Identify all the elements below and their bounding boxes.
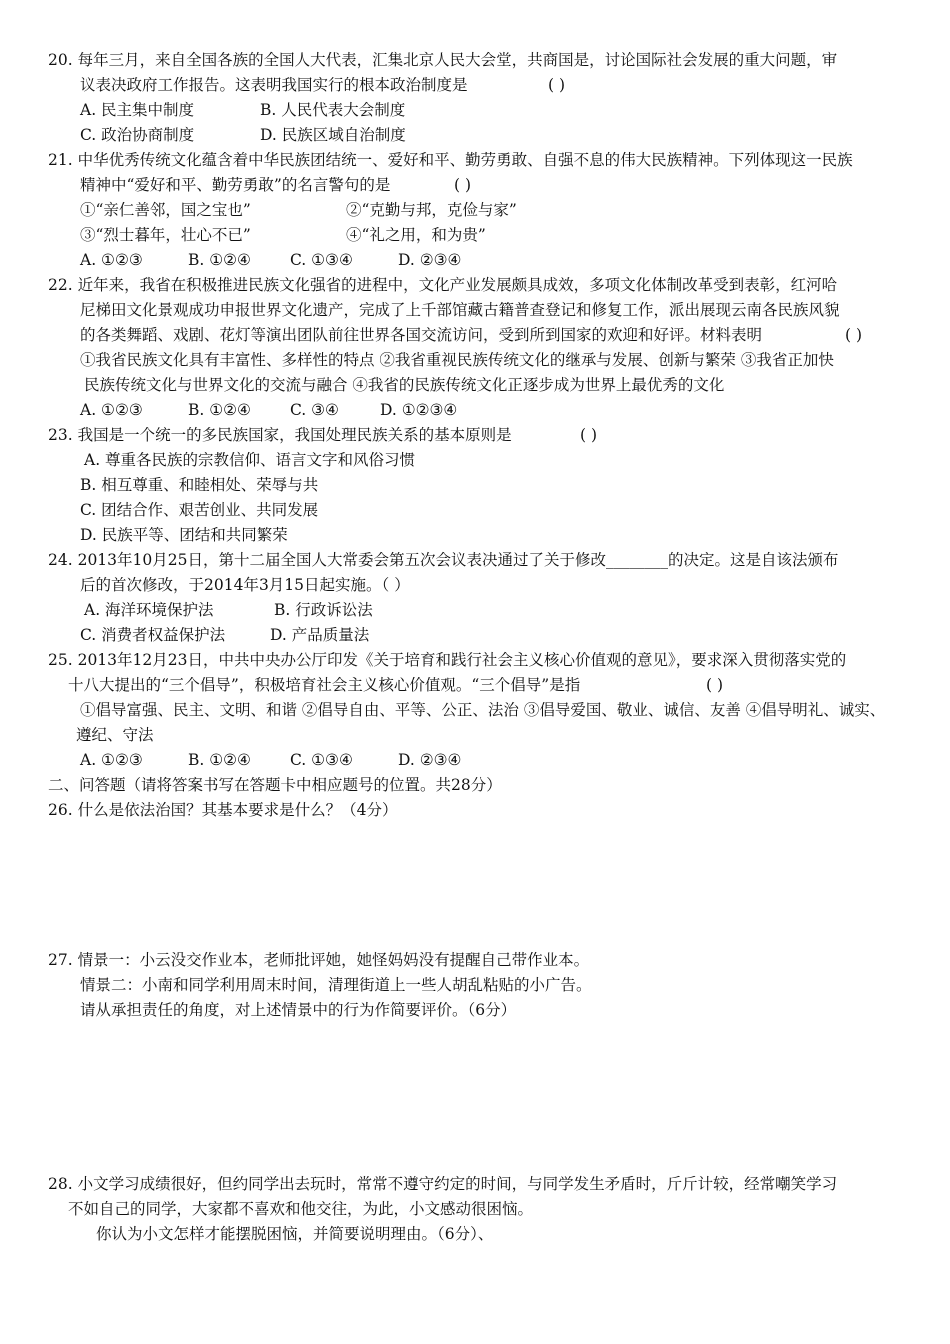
q28-line3: 你认为小文怎样才能摆脱困恼，并简要说明理由。（6分）、 <box>96 1225 494 1243</box>
q20-option-c: C. 政治协商制度 <box>80 126 195 144</box>
q20-option-d: D. 民族区域自治制度 <box>260 126 406 144</box>
q22-stem: 的各类舞蹈、戏剧、花灯等演出团队前往世界各国交流访问，受到所到国家的欢迎和好评。材料表明 <box>80 326 763 344</box>
q25-option-d: D. ②③④ <box>398 751 462 769</box>
q25-stem: 十八大提出的“三个倡导”，积极培育社会主义核心价值观。“三个倡导”是指 <box>68 676 581 694</box>
q20-stem: 议表决政府工作报告。这表明我国实行的根本政治制度是 <box>80 76 468 94</box>
q22-line4: ①我省民族文化具有丰富性、多样性的特点 ②我省重视民族传统文化的继承与发展、创新与繁荣 ③我省正加快 <box>80 351 834 369</box>
section-heading: 二、问答题（请将答案书写在答题卡中相应题号的位置。共28分） <box>48 776 502 794</box>
q22-line3 <box>80 323 863 347</box>
q21-line1: 21. 中华优秀传统文化蕴含着中华民族团结统一、爱好和平、勤劳勇敢、自强不息的伟大民族精神。下列体现这一民族 <box>48 151 853 169</box>
q21-option-a: A. ①②③ <box>80 251 143 269</box>
q22-option-d: D. ①②③④ <box>380 401 458 419</box>
q21-stem: 精神中“爱好和平、勤劳勇敢”的名言警句的是 <box>80 176 391 194</box>
q25-answer-paren: ( ) <box>706 676 724 694</box>
q25-option-c: C. ①③④ <box>290 751 353 769</box>
q25-line2 <box>68 673 724 697</box>
q21-option-c: C. ①③④ <box>290 251 353 269</box>
q21-item-3: ③“烈士暮年，壮心不已” <box>80 226 251 244</box>
q20-option-b: B. 人民代表大会制度 <box>260 101 406 119</box>
q22-option-b: B. ①②④ <box>188 401 251 419</box>
q23-stem: 23. 我国是一个统一的多民族国家，我国处理民族关系的基本原则是 <box>48 426 512 444</box>
q26-line1: 26. 什么是依法治国？其基本要求是什么？（4分） <box>48 801 398 819</box>
q23-option-c: C. 团结合作、艰苦创业、共同发展 <box>80 501 319 519</box>
q23-answer-paren: ( ) <box>580 426 598 444</box>
q22-line2: 尼梯田文化景观成功申报世界文化遗产，完成了上千部馆藏古籍普查登记和修复工作，派出展现云南各民族风貌 <box>80 301 840 319</box>
q24-option-a: A. 海洋环境保护法 <box>84 601 214 619</box>
q23-option-b: B. 相互尊重、和睦相处、荣辱与共 <box>80 476 319 494</box>
q25-option-b: B. ①②④ <box>188 751 251 769</box>
q27-line1: 27. 情景一：小云没交作业本，老师批评她，她怪妈妈没有提醒自己带作业本。 <box>48 951 590 969</box>
q22-line5: 民族传统文化与世界文化的交流与融合 ④我省的民族传统文化正逐步成为世界上最优秀的文化 <box>84 376 725 394</box>
q28-line1: 28. 小文学习成绩很好，但约同学出去玩时，常常不遵守约定的时间，与同学发生矛盾时，斤斤计较，经常嘲笑学习 <box>48 1175 838 1193</box>
q21-item-2: ②“克勤与邦，克俭与家” <box>346 201 517 219</box>
q27-line2: 情景二：小南和同学利用周末时间，清理街道上一些人胡乱粘贴的小广告。 <box>80 976 592 994</box>
q20-option-a: A. 民主集中制度 <box>80 101 195 119</box>
q25-option-a: A. ①②③ <box>80 751 143 769</box>
q25-line4: 遵纪、守法 <box>76 726 154 744</box>
q20-line2 <box>80 73 566 97</box>
q24-line1: 24. 2013年10月25日，第十二届全国人大常委会第五次会议表决通过了关于修改________的决定。这是自该法颁布 <box>48 551 839 569</box>
q24-option-c: C. 消费者权益保护法 <box>80 626 226 644</box>
q23-option-a: A. 尊重各民族的宗教信仰、语言文字和风俗习惯 <box>84 451 416 469</box>
q22-option-a: A. ①②③ <box>80 401 143 419</box>
q22-line1: 22. 近年来，我省在积极推进民族文化强省的进程中，文化产业发展颇具成效，多项文化体制改革受到表彰，红河哈 <box>48 276 838 294</box>
q20-line1: 20. 每年三月，来自全国各族的全国人大代表，汇集北京人民大会堂，共商国是，讨论国际社会发展的重大问题，审 <box>48 51 838 69</box>
q21-item-1: ①“亲仁善邻，国之宝也” <box>80 201 251 219</box>
q27-line3: 请从承担责任的角度，对上述情景中的行为作简要评价。（6分） <box>80 1001 517 1019</box>
q23-option-d: D. 民族平等、团结和共同繁荣 <box>80 526 288 544</box>
q21-item-4: ④“礼之用，和为贵” <box>346 226 486 244</box>
q22-option-c: C. ③④ <box>290 401 339 419</box>
q28-line2: 不如自己的同学，大家都不喜欢和他交往，为此，小文感动很困恼。 <box>68 1200 534 1218</box>
q24-line2: 后的首次修改，于2014年3月15日起实施。（ ） <box>80 576 410 594</box>
q25-line1: 25. 2013年12月23日，中共中央办公厅印发《关于培育和践行社会主义核心价值观的意见》，要求深入贯彻落实党的 <box>48 651 847 669</box>
q21-answer-paren: ( ) <box>454 176 472 194</box>
q24-option-b: B. 行政诉讼法 <box>274 601 373 619</box>
q21-option-d: D. ②③④ <box>398 251 462 269</box>
q23-line1 <box>48 423 598 447</box>
q25-line3: ①倡导富强、民主、文明、和谐 ②倡导自由、平等、公正、法治 ③倡导爱国、敬业、诚信、友善 ④倡导明礼、诚实、 <box>80 701 886 719</box>
q22-answer-paren: ( ) <box>845 326 863 344</box>
q24-option-d: D. 产品质量法 <box>270 626 370 644</box>
q20-answer-paren: ( ) <box>548 76 566 94</box>
q21-line2 <box>80 173 472 197</box>
q21-option-b: B. ①②④ <box>188 251 251 269</box>
